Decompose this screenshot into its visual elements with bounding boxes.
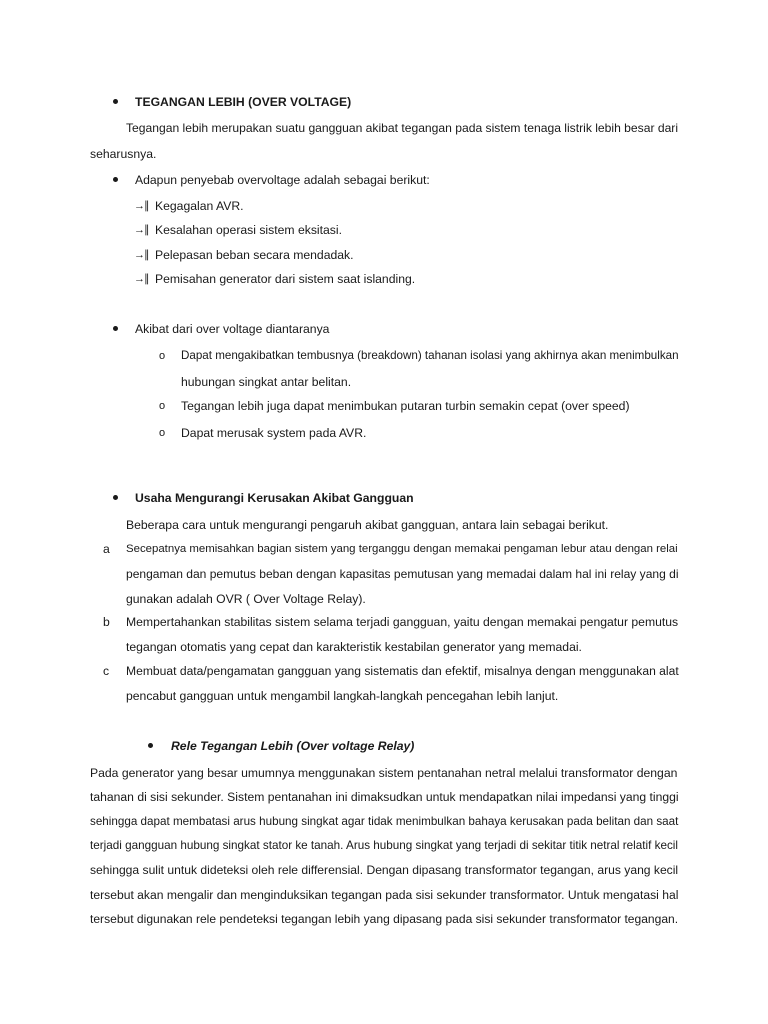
arrow-bullet-icon: →∥ <box>134 249 149 261</box>
arrow-bullet-icon: →∥ <box>134 273 149 285</box>
list-item-line: pencabut gangguan untuk mengambil langkah-langkah pencegahan lebih lanjut. <box>126 689 559 703</box>
list-item-line: Secepatnya memisahkan bagian sistem yang terganggu dengan memakai pengaman lebur atau dengan relai <box>126 543 678 555</box>
list-item-line: Mempertahankan stabilitas sistem selama terjadi gangguan, yaitu dengan memakai pengatur pemutus <box>126 615 679 629</box>
bullet-icon <box>113 495 118 500</box>
cause-item: Pemisahan generator dari sistem saat islanding. <box>155 272 416 286</box>
list-item-line: gunakan adalah OVR ( Over Voltage Relay). <box>126 592 366 606</box>
heading-usaha-mengurangi: Usaha Mengurangi Kerusakan Akibat Gangguan <box>135 491 414 505</box>
paragraph-line: Pada generator yang besar umumnya menggunakan sistem pentanahan netral melalui transformator dengan <box>90 766 678 780</box>
circle-bullet-icon: o <box>159 427 166 439</box>
list-letter: c <box>103 664 110 678</box>
circle-bullet-icon: o <box>159 400 166 412</box>
bullet-icon <box>113 177 118 182</box>
paragraph-line: tahanan di sisi sekunder. Sistem pentanahan ini dimaksudkan untuk mendapatkan nilai impedansi yang tinggi <box>90 790 679 804</box>
paragraph-line: tersebut akan mengalir dan menginduksikan tegangan pada sisi sekunder transformator. Untuk mengatasi hal <box>90 888 679 902</box>
list-item-line: pengaman dan pemutus beban dengan kapasitas pemutusan yang memadai dalam hal ini relay yang di <box>126 567 679 581</box>
section2-intro: Beberapa cara untuk mengurangi pengaruh akibat gangguan, antara lain sebagai berikut. <box>126 518 609 532</box>
list-letter: b <box>103 615 110 629</box>
bullet-icon <box>113 99 118 104</box>
effect-item: Dapat merusak system pada AVR. <box>181 426 367 440</box>
paragraph-line: tersebut digunakan rele pendeteksi tegangan lebih yang dipasang pada sisi sekunder transformator tegangan. <box>90 912 679 926</box>
arrow-bullet-icon: →∥ <box>134 224 149 236</box>
causes-intro: Adapun penyebab overvoltage adalah sebagai berikut: <box>135 173 430 187</box>
cause-item: Kesalahan operasi sistem eksitasi. <box>155 223 342 237</box>
list-item-line: Membuat data/pengamatan gangguan yang sistematis dan efektif, misalnya dengan menggunakan alat <box>126 664 679 678</box>
bullet-icon <box>113 326 118 331</box>
circle-bullet-icon: o <box>159 350 166 362</box>
effect-item: Dapat mengakibatkan tembusnya (breakdown) tahanan isolasi yang akhirnya akan menimbulkan <box>181 349 679 362</box>
cause-item: Pelepasan beban secara mendadak. <box>155 248 354 262</box>
paragraph-line: terjadi gangguan hubung singkat stator ke tanah. Arus hubung singkat yang terjadi di sekitar titik netral relatif kecil <box>90 839 678 852</box>
list-letter: a <box>103 542 110 556</box>
list-item-line: tegangan otomatis yang cepat dan karakteristik kestabilan generator yang memadai. <box>126 640 582 654</box>
heading-over-voltage: TEGANGAN LEBIH (OVER VOLTAGE) <box>135 95 352 109</box>
paragraph-line: sehingga sulit untuk dideteksi oleh rele differensial. Dengan dipasang transformator tegangan, arus yang kecil <box>90 863 679 877</box>
arrow-bullet-icon: →∥ <box>134 200 149 212</box>
heading-rele-tegangan-lebih: Rele Tegangan Lebih (Over voltage Relay) <box>171 739 415 753</box>
paragraph-line: sehingga dapat membatasi arus hubung singkat agar tidak menimbulkan bahaya kerusakan pada belitan dan saat <box>90 815 679 828</box>
bullet-icon <box>148 743 153 748</box>
cause-item: Kegagalan AVR. <box>155 199 244 213</box>
effects-intro: Akibat dari over voltage diantaranya <box>135 322 330 336</box>
paragraph-line: seharusnya. <box>90 147 157 161</box>
effect-item-continued: hubungan singkat antar belitan. <box>181 375 352 389</box>
effect-item: Tegangan lebih juga dapat menimbukan putaran turbin semakin cepat (over speed) <box>181 399 630 413</box>
paragraph-line: Tegangan lebih merupakan suatu gangguan akibat tegangan pada sistem tenaga listrik lebih besar dari <box>126 121 679 135</box>
